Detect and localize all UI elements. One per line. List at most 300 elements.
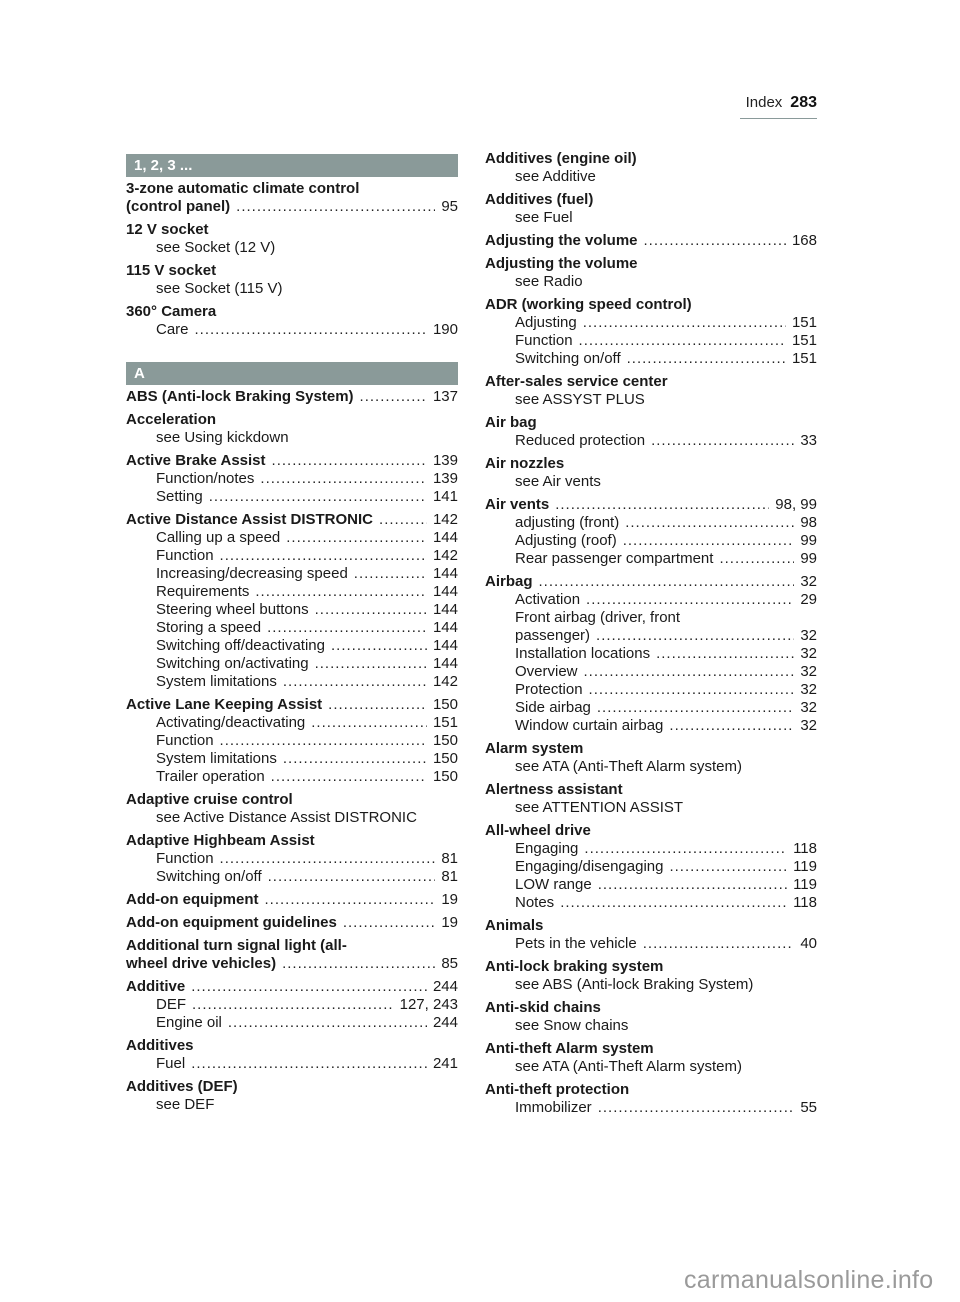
index-entry	[126, 303, 458, 339]
entry-label: Overview	[515, 663, 578, 680]
entry-label: Adaptive cruise control	[126, 791, 293, 808]
page-reference[interactable]: 144	[432, 529, 458, 546]
entry-label: Adjusting the volume	[485, 255, 638, 272]
index-subentry	[485, 1058, 817, 1076]
entry-label: Requirements	[156, 583, 250, 600]
dot-leader	[589, 681, 795, 699]
dot-leader	[669, 717, 794, 735]
entry-label: Engine oil	[156, 1014, 222, 1031]
dot-leader	[584, 840, 787, 858]
index-entry	[485, 740, 817, 776]
index-subentry	[485, 935, 817, 953]
index-entry	[485, 414, 817, 450]
index-entry	[485, 255, 817, 291]
index-entry-heading	[485, 1081, 817, 1099]
entry-label: Function	[515, 332, 573, 349]
entry-label: Active Distance Assist DISTRONIC	[126, 511, 374, 528]
entry-label: see Radio	[515, 273, 583, 290]
index-entry	[126, 1078, 458, 1114]
index-entry-heading	[485, 822, 817, 840]
page-reference[interactable]: 144	[432, 637, 458, 654]
index-entry	[485, 191, 817, 227]
dot-leader	[623, 532, 795, 550]
entry-label: Rear passenger compartment	[515, 550, 714, 567]
entry-label: Increasing/decreasing speed	[156, 565, 348, 582]
page-reference[interactable]: 144	[432, 619, 458, 636]
index-entry	[126, 221, 458, 257]
index-subentry	[126, 714, 458, 732]
index-subentry	[126, 280, 458, 298]
index-subentry	[126, 429, 458, 447]
dot-leader	[228, 1014, 427, 1032]
page-reference[interactable]: 151	[432, 714, 458, 731]
entry-label: see DEF	[156, 1096, 215, 1113]
page-reference[interactable]: 141	[432, 488, 458, 505]
page-reference[interactable]: 118	[793, 894, 817, 911]
page-reference[interactable]: 98, 99	[775, 496, 817, 513]
dot-leader	[209, 488, 427, 506]
entry-label: Function	[156, 732, 214, 749]
entry-label: Storing a speed	[156, 619, 262, 636]
index-entry	[485, 573, 817, 735]
index-entry	[485, 1081, 817, 1117]
index-entry-heading	[126, 262, 458, 280]
page-reference[interactable]: 137	[432, 388, 458, 405]
index-entry-heading	[485, 781, 817, 799]
index-subentry	[485, 168, 817, 186]
index-entry-heading	[485, 958, 817, 976]
entry-label: Alarm system	[485, 740, 584, 757]
dot-leader	[255, 583, 427, 601]
index-entry-heading	[126, 198, 458, 216]
entry-label: Notes	[515, 894, 555, 911]
dot-leader	[583, 314, 786, 332]
entry-label: Additive	[126, 978, 186, 995]
page-reference[interactable]: 81	[441, 850, 458, 867]
entry-label: see ATA (Anti-Theft Alarm system)	[515, 758, 743, 775]
entry-label: Reduced protection	[515, 432, 646, 449]
entry-label: All-wheel drive	[485, 822, 591, 839]
dot-leader	[272, 452, 427, 470]
index-subentry	[126, 850, 458, 868]
entry-label: see Snow chains	[515, 1017, 629, 1034]
dot-leader	[331, 637, 427, 655]
index-subentry	[126, 601, 458, 619]
index-entry	[485, 822, 817, 912]
entry-label: 12 V socket	[126, 221, 209, 238]
dot-leader	[267, 619, 427, 637]
page-reference[interactable]: 150	[432, 696, 458, 713]
entry-label: Adjusting (roof)	[515, 532, 617, 549]
index-subentry	[485, 876, 817, 894]
index-subentry	[485, 609, 817, 627]
index-entry-heading	[126, 791, 458, 809]
entry-label: Pets in the vehicle	[515, 935, 637, 952]
entry-label: Additives	[126, 1037, 194, 1054]
entry-label: see ASSYST PLUS	[515, 391, 645, 408]
dot-leader	[220, 732, 427, 750]
index-entry	[485, 296, 817, 368]
index-entry-heading	[126, 955, 458, 973]
page-reference[interactable]: 19	[441, 891, 458, 908]
page-reference[interactable]: 144	[432, 565, 458, 582]
page-header	[740, 94, 817, 119]
index-entry	[485, 781, 817, 817]
entry-label: Front airbag (driver, front	[515, 609, 681, 626]
index-entry	[126, 891, 458, 909]
page-reference[interactable]: 32	[800, 717, 817, 734]
entry-label: Engaging	[515, 840, 579, 857]
entry-label: see Using kickdown	[156, 429, 289, 446]
entry-label: Anti-theft Alarm system	[485, 1040, 654, 1057]
dot-leader	[656, 645, 794, 663]
index-entry-heading	[126, 452, 458, 470]
entry-label: Adjusting	[515, 314, 577, 331]
dot-leader	[264, 891, 435, 909]
index-entry-heading	[126, 696, 458, 714]
entry-label: see Socket (12 V)	[156, 239, 276, 256]
index-subentry	[126, 768, 458, 786]
page-reference[interactable]: 139	[432, 452, 458, 469]
page-reference[interactable]: 139	[432, 470, 458, 487]
index-subentry	[126, 547, 458, 565]
entry-label: see Fuel	[515, 209, 573, 226]
index-entry	[485, 373, 817, 409]
entry-label: Switching on/off	[156, 868, 262, 885]
letter-section-header: 1, 2, 3 ...	[126, 154, 458, 177]
entry-label: Window curtain airbag	[515, 717, 664, 734]
index-subentry	[485, 858, 817, 876]
page-reference[interactable]: 40	[800, 935, 817, 952]
entry-label: see Active Distance Assist DISTRONIC	[156, 809, 417, 826]
entry-label: Add-on equipment	[126, 891, 259, 908]
dot-leader	[343, 914, 435, 932]
entry-label: wheel drive vehicles)	[126, 955, 277, 972]
dot-leader	[586, 591, 794, 609]
index-subentry	[126, 655, 458, 673]
index-subentry	[485, 717, 817, 735]
entry-label: Immobilizer	[515, 1099, 592, 1116]
entry-label: Protection	[515, 681, 583, 698]
page-reference[interactable]: 190	[432, 321, 458, 338]
page-reference[interactable]: 32	[800, 663, 817, 680]
index-subentry	[126, 619, 458, 637]
page-reference[interactable]: 118	[793, 840, 817, 857]
page-reference[interactable]: 142	[432, 511, 458, 528]
page-reference[interactable]: 99	[800, 550, 817, 567]
index-entry	[126, 411, 458, 447]
dot-leader	[283, 750, 427, 768]
entry-label: see Socket (115 V)	[156, 280, 283, 297]
index-subentry	[126, 321, 458, 339]
index-entry-heading	[485, 414, 817, 432]
index-subentry	[485, 209, 817, 227]
dot-leader	[598, 876, 787, 894]
entry-label: 360° Camera	[126, 303, 217, 320]
entry-label: Active Brake Assist	[126, 452, 266, 469]
entry-label: Alertness assistant	[485, 781, 623, 798]
entry-label: Setting	[156, 488, 203, 505]
index-entry-heading	[485, 917, 817, 935]
index-subentry	[485, 473, 817, 491]
page-reference[interactable]: 32	[800, 627, 817, 644]
index-entry	[485, 917, 817, 953]
entry-label: Acceleration	[126, 411, 217, 428]
dot-leader	[596, 627, 794, 645]
page-reference[interactable]: 95	[441, 198, 458, 215]
entry-label: see Additive	[515, 168, 596, 185]
page-reference[interactable]: 119	[793, 876, 817, 893]
page-reference[interactable]: 127, 243	[399, 996, 458, 1013]
index-entry-heading	[485, 496, 817, 514]
dot-leader	[283, 673, 427, 691]
page-reference[interactable]: 85	[441, 955, 458, 972]
dot-leader	[220, 850, 436, 868]
index-subentry	[126, 673, 458, 691]
entry-label: see ABS (Anti-lock Braking System)	[515, 976, 754, 993]
dot-leader	[644, 232, 786, 250]
page-reference[interactable]: 150	[432, 732, 458, 749]
dot-leader	[597, 699, 794, 717]
entry-label: Air nozzles	[485, 455, 565, 472]
dot-leader	[719, 550, 794, 568]
index-subentry	[485, 350, 817, 368]
index-subentry	[126, 732, 458, 750]
index-entry-heading	[126, 832, 458, 850]
index-subentry	[485, 1017, 817, 1035]
dot-leader	[651, 432, 794, 450]
dot-leader	[598, 1099, 795, 1117]
index-entry	[126, 937, 458, 973]
index-entry	[485, 999, 817, 1035]
index-subentry	[126, 239, 458, 257]
page-reference[interactable]: 32	[800, 681, 817, 698]
index-entry-heading	[126, 411, 458, 429]
page-reference[interactable]: 244	[432, 1014, 458, 1031]
index-subentry	[485, 681, 817, 699]
entry-label: Anti-theft protection	[485, 1081, 630, 1098]
entry-label: 115 V socket	[126, 262, 217, 279]
index-entry	[126, 832, 458, 886]
index-subentry	[485, 332, 817, 350]
dot-leader	[286, 529, 427, 547]
index-entry	[126, 978, 458, 1032]
entry-label: (control panel)	[126, 198, 231, 215]
index-subentry	[126, 1096, 458, 1114]
page-reference[interactable]: 33	[800, 432, 817, 449]
entry-label: Function/notes	[156, 470, 255, 487]
entry-label: Additives (engine oil)	[485, 150, 637, 167]
entry-label: Calling up a speed	[156, 529, 281, 546]
index-subentry	[485, 432, 817, 450]
page-reference[interactable]: 142	[432, 547, 458, 564]
index-entry-heading	[126, 303, 458, 321]
dot-leader	[625, 514, 794, 532]
watermark: carmanualsonline.info	[684, 1266, 934, 1294]
dot-leader	[311, 714, 427, 732]
page-reference[interactable]: 168	[791, 232, 817, 249]
page-reference[interactable]: 150	[432, 768, 458, 785]
index-subentry	[126, 637, 458, 655]
entry-label: Additives (DEF)	[126, 1078, 238, 1095]
dot-leader	[271, 768, 427, 786]
index-entry-heading	[485, 573, 817, 591]
index-entry	[126, 791, 458, 827]
entry-label: System limitations	[156, 750, 277, 767]
index-subentry	[485, 663, 817, 681]
page-reference[interactable]: 244	[432, 978, 458, 995]
index-subentry	[485, 532, 817, 550]
dot-leader	[379, 511, 427, 529]
dot-leader	[191, 978, 427, 996]
index-entry-heading	[485, 740, 817, 758]
dot-leader	[282, 955, 435, 973]
page-reference[interactable]: 241	[432, 1055, 458, 1072]
index-entry	[126, 511, 458, 691]
entry-label: Switching off/deactivating	[156, 637, 325, 654]
entry-label: Installation locations	[515, 645, 651, 662]
page-reference[interactable]: 144	[432, 583, 458, 600]
index-subentry	[485, 391, 817, 409]
entry-label: Function	[156, 850, 214, 867]
entry-label: Anti-lock braking system	[485, 958, 664, 975]
entry-label: passenger)	[515, 627, 591, 644]
entry-label: Switching on/activating	[156, 655, 309, 672]
page-reference[interactable]: 144	[432, 601, 458, 618]
index-entry-heading	[126, 1037, 458, 1055]
page-reference[interactable]: 81	[441, 868, 458, 885]
index-entry-heading	[485, 191, 817, 209]
entry-label: Active Lane Keeping Assist	[126, 696, 323, 713]
index-subentry	[485, 976, 817, 994]
page-reference[interactable]: 151	[791, 314, 817, 331]
page-reference[interactable]: 119	[793, 858, 817, 875]
page-reference[interactable]: 142	[432, 673, 458, 690]
page-reference[interactable]: 151	[791, 332, 817, 349]
page-reference[interactable]: 99	[800, 532, 817, 549]
dot-leader	[260, 470, 427, 488]
page-reference[interactable]: 144	[432, 655, 458, 672]
index-entry-heading	[126, 1078, 458, 1096]
dot-leader	[579, 332, 786, 350]
page-reference[interactable]: 32	[800, 699, 817, 716]
index-entry-heading	[126, 914, 458, 932]
letter-section-header: A	[126, 362, 458, 385]
index-subentry	[126, 1014, 458, 1032]
page-reference[interactable]: 98	[800, 514, 817, 531]
index-entry-heading	[126, 180, 458, 198]
index-subentry	[126, 1055, 458, 1073]
index-subentry	[485, 699, 817, 717]
page-reference[interactable]: 151	[791, 350, 817, 367]
dot-leader	[643, 935, 795, 953]
index-entry-heading	[126, 937, 458, 955]
entry-label: LOW range	[515, 876, 592, 893]
index-entry-heading	[126, 891, 458, 909]
index-entry-heading	[126, 221, 458, 239]
page-reference[interactable]: 32	[800, 573, 817, 590]
index-entry	[485, 232, 817, 250]
index-subentry	[485, 645, 817, 663]
dot-leader	[669, 858, 787, 876]
entry-label: Air bag	[485, 414, 537, 431]
dot-leader	[268, 868, 436, 886]
dot-leader	[560, 894, 787, 912]
index-entry	[485, 496, 817, 568]
page-reference[interactable]: 19	[441, 914, 458, 931]
index-entry-heading	[126, 978, 458, 996]
index-entry-heading	[485, 150, 817, 168]
index-entry-heading	[126, 388, 458, 406]
index-entry	[126, 262, 458, 298]
page-reference[interactable]: 55	[800, 1099, 817, 1116]
page-reference[interactable]: 29	[800, 591, 817, 608]
entry-label: Activation	[515, 591, 581, 608]
dot-leader	[328, 696, 427, 714]
index-column-right	[485, 150, 817, 1122]
index-entry-heading	[126, 511, 458, 529]
entry-label: Fuel	[156, 1055, 186, 1072]
index-subentry	[485, 627, 817, 645]
index-subentry	[485, 799, 817, 817]
entry-label: see ATTENTION ASSIST	[515, 799, 684, 816]
page-reference[interactable]: 32	[800, 645, 817, 662]
index-subentry	[485, 314, 817, 332]
dot-leader	[191, 1055, 427, 1073]
entry-label: Switching on/off	[515, 350, 621, 367]
index-entry	[485, 1040, 817, 1076]
dot-leader	[236, 198, 435, 216]
index-subentry	[126, 565, 458, 583]
index-subentry	[126, 750, 458, 768]
index-entry-heading	[485, 1040, 817, 1058]
entry-label: DEF	[156, 996, 186, 1013]
dot-leader	[360, 388, 427, 406]
dot-leader	[584, 663, 795, 681]
index-subentry	[126, 868, 458, 886]
index-entry	[485, 150, 817, 186]
entry-label: Airbag	[485, 573, 533, 590]
index-subentry	[126, 488, 458, 506]
index-subentry	[126, 470, 458, 488]
index-entry	[126, 914, 458, 932]
page-reference[interactable]: 150	[432, 750, 458, 767]
index-entry	[126, 388, 458, 406]
dot-leader	[220, 547, 427, 565]
dot-leader	[354, 565, 427, 583]
index-subentry	[485, 894, 817, 912]
dot-leader	[192, 996, 394, 1014]
entry-label: Adaptive Highbeam Assist	[126, 832, 315, 849]
index-subentry	[126, 583, 458, 601]
entry-label: Activating/deactivating	[156, 714, 306, 731]
entry-label: 3-zone automatic climate control	[126, 180, 360, 197]
index-subentry	[485, 1099, 817, 1117]
entry-label: Additives (fuel)	[485, 191, 594, 208]
index-entry-heading	[485, 232, 817, 250]
index-entry-heading	[485, 999, 817, 1017]
index-entry	[126, 180, 458, 216]
entry-label: Animals	[485, 917, 544, 934]
index-entry	[126, 452, 458, 506]
dot-leader	[315, 655, 427, 673]
entry-label: Trailer operation	[156, 768, 265, 785]
dot-leader	[627, 350, 786, 368]
entry-label: After-sales service center	[485, 373, 668, 390]
dot-leader	[315, 601, 427, 619]
entry-label: see ATA (Anti-Theft Alarm system)	[515, 1058, 743, 1075]
index-subentry	[485, 591, 817, 609]
